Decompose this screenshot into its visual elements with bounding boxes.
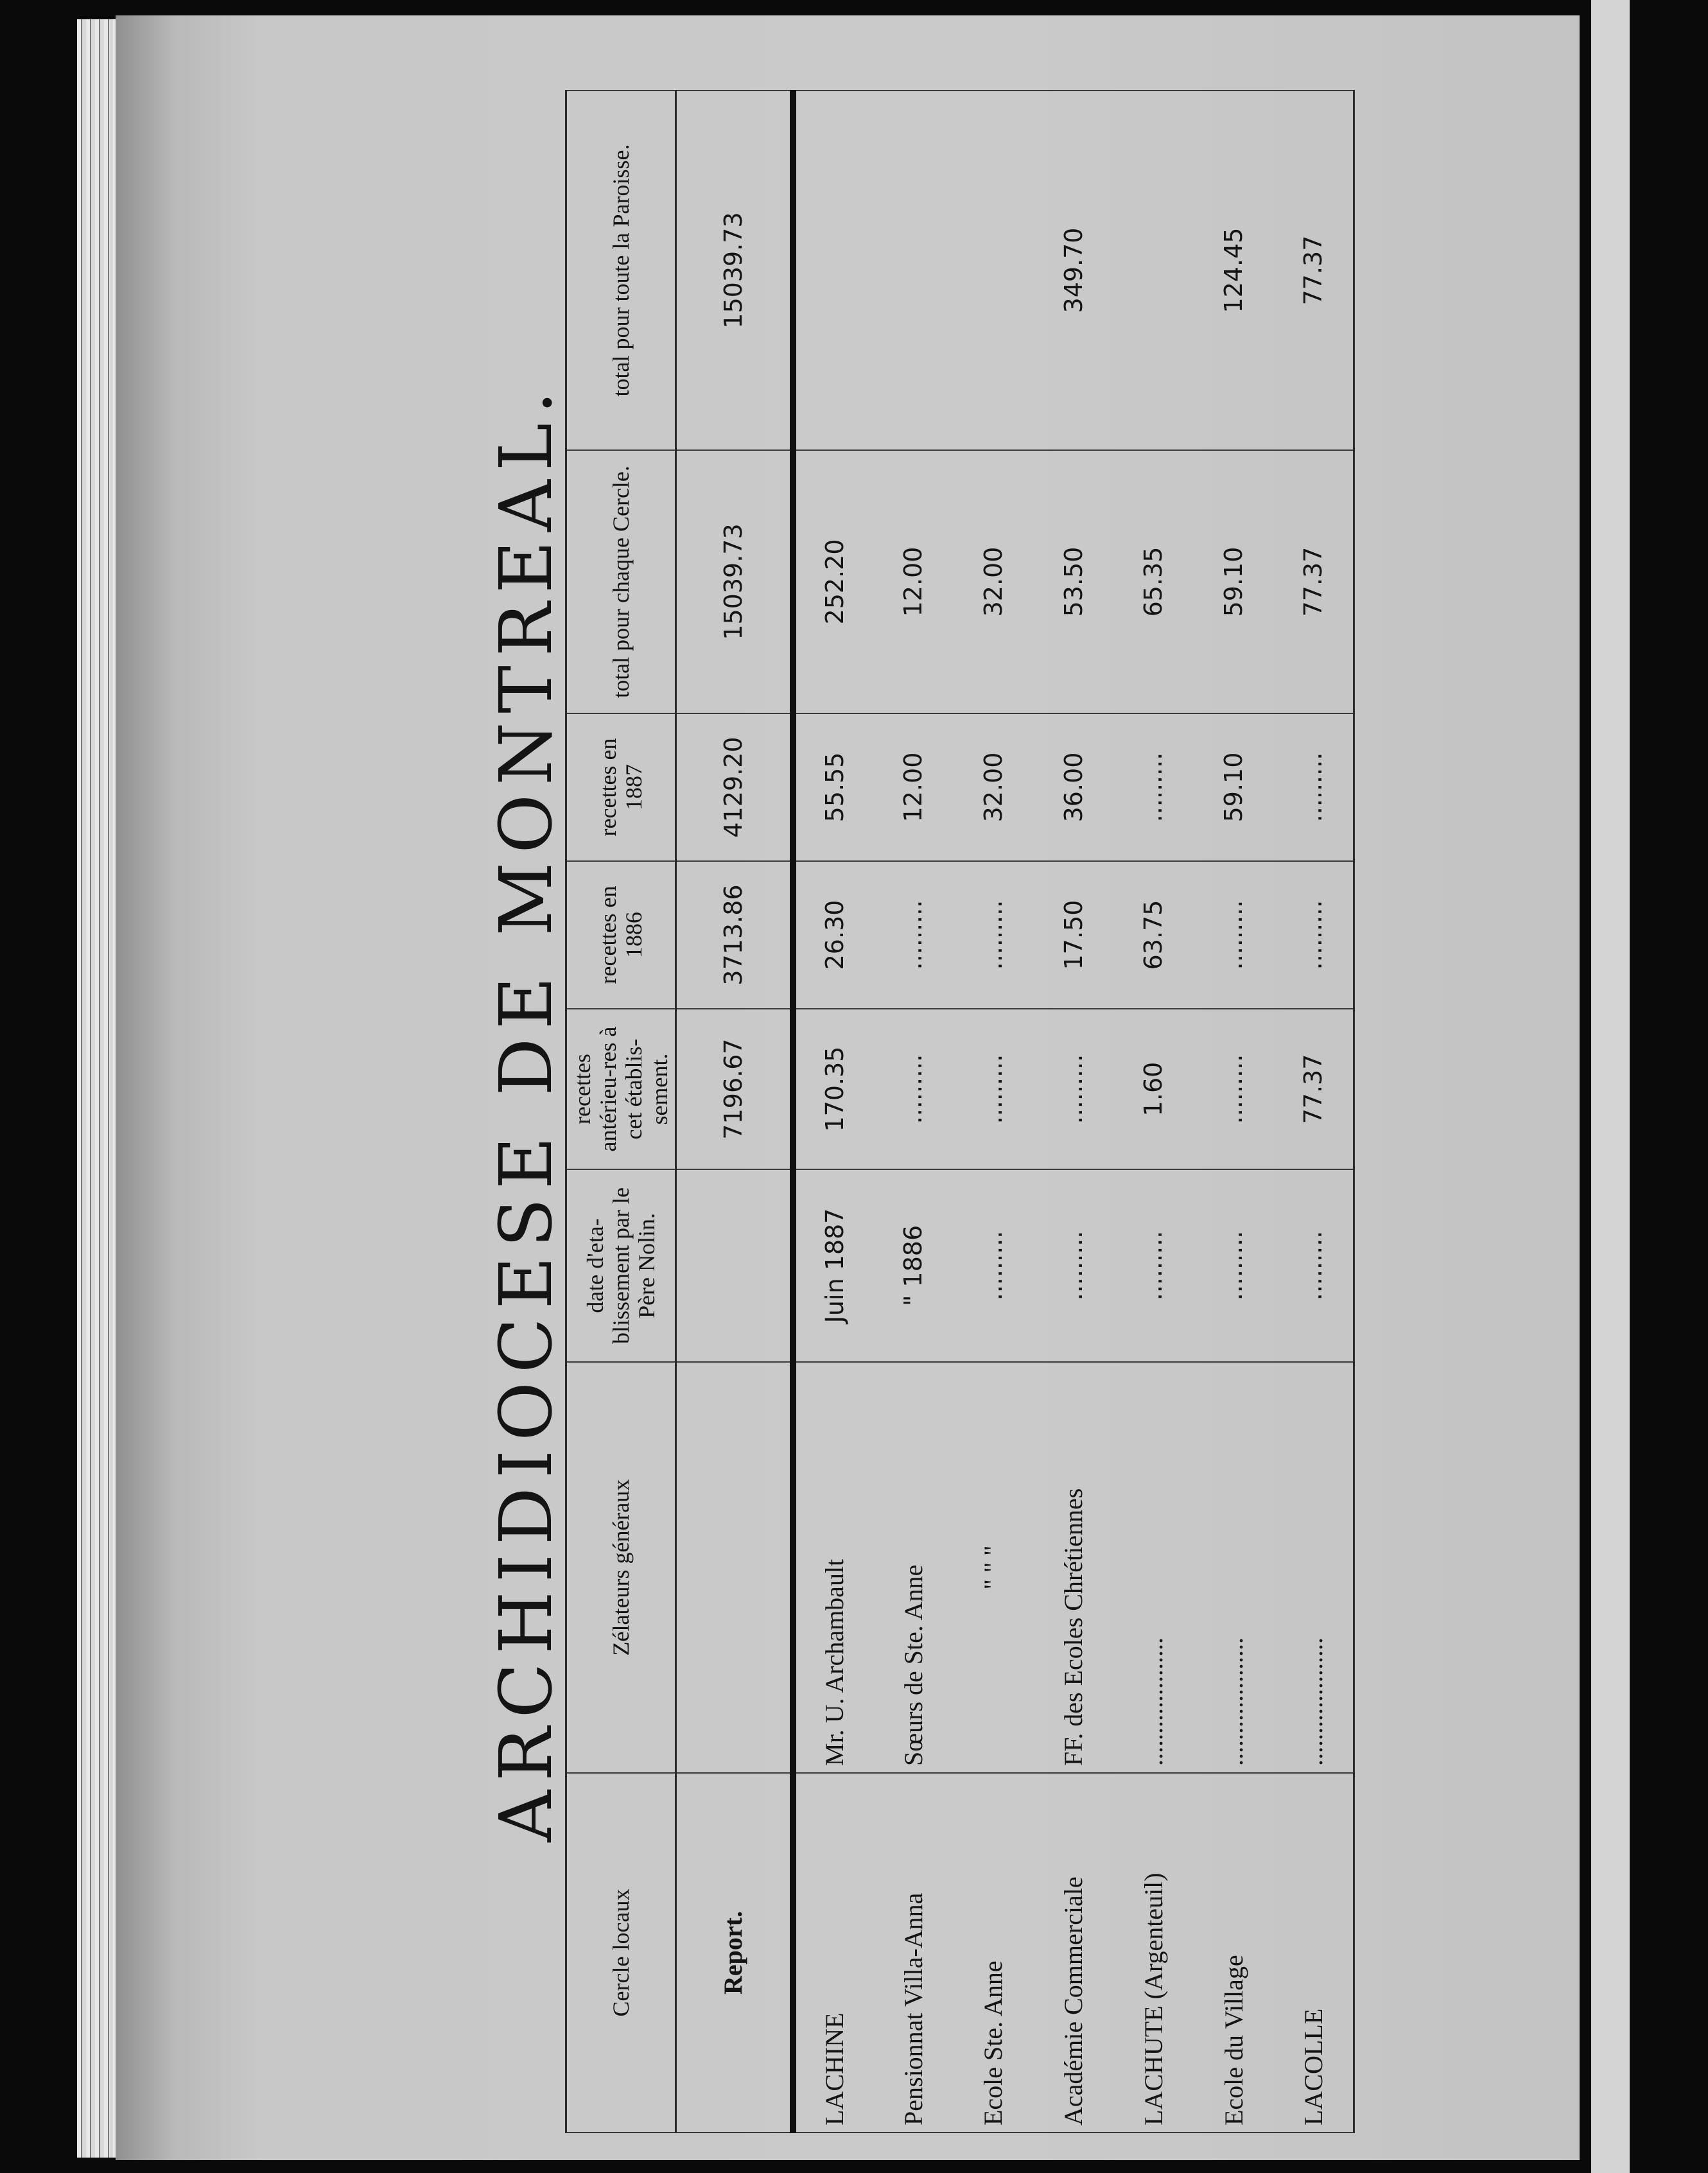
table-row	[1113, 91, 1194, 2133]
header-total-cercle: total pour chaque Cercle.	[566, 450, 676, 713]
cell-total-cercle: 15039.73	[676, 450, 793, 713]
cell-cercle: Ecole Ste. Anne	[954, 1773, 1034, 2133]
cell-anterieures: .........	[873, 1009, 954, 1169]
adjacent-page-edge	[1591, 0, 1630, 2173]
cell-recettes-1886: 26.30	[793, 861, 873, 1009]
header-row	[566, 91, 676, 2133]
table-row	[1274, 91, 1354, 2133]
cell-recettes-1887: 4129.20	[676, 713, 793, 861]
cell-anterieures: 7196.67	[676, 1009, 793, 1169]
cell-cercle: LACHINE	[793, 1773, 873, 2133]
cell-cercle: Pensionnat Villa-Anna	[873, 1773, 954, 2133]
header-recettes-1887: recettes en 1887	[566, 713, 676, 861]
cell-recettes-1886: 63.75	[1113, 861, 1194, 1009]
table-row	[793, 91, 873, 2133]
cell-recettes-1887: 36.00	[1033, 713, 1113, 861]
table-row	[676, 91, 793, 2133]
cell-date: Juin 1887	[793, 1169, 873, 1362]
cell-cercle: LACHUTE (Argenteuil)	[1113, 1773, 1194, 2133]
cell-zelateur: Mr. U. Archambault	[793, 1362, 873, 1773]
cell-date: .........	[1194, 1169, 1274, 1362]
cell-anterieures: .........	[954, 1009, 1034, 1169]
cell-total-cercle: 65.35	[1113, 450, 1194, 713]
cell-recettes-1886: .........	[1274, 861, 1354, 1009]
rotated-document	[405, 91, 1355, 2133]
cell-total-cercle: 252.20	[793, 450, 873, 713]
header-cercle: Cercle locaux	[566, 1773, 676, 2133]
cell-total-paroisse	[1113, 91, 1194, 450]
cell-total-paroisse	[793, 91, 873, 450]
cell-anterieures: .........	[1033, 1009, 1113, 1169]
cell-zelateur: ....................	[1274, 1362, 1354, 1773]
header-anterieures: recettes antérieu-res à cet établis-sement.	[566, 1009, 676, 1169]
cell-recettes-1887: 55.55	[793, 713, 873, 861]
cell-total-cercle: 32.00	[954, 450, 1034, 713]
table-row	[1033, 91, 1113, 2133]
cell-total-paroisse: 124.45	[1194, 91, 1274, 450]
table-row	[1194, 91, 1274, 2133]
cell-date	[676, 1169, 793, 1362]
cell-total-cercle: 53.50	[1033, 450, 1113, 713]
cell-total-paroisse: 349.70	[1033, 91, 1113, 450]
cell-recettes-1887: 32.00	[954, 713, 1034, 861]
cell-total-cercle: 12.00	[873, 450, 954, 713]
cell-date: .........	[1113, 1169, 1194, 1362]
receipts-table	[565, 90, 1355, 2133]
cell-recettes-1886: 3713.86	[676, 861, 793, 1009]
cell-total-paroisse	[873, 91, 954, 450]
cell-anterieures: 170.35	[793, 1009, 873, 1169]
header-total-paroisse: total pour toute la Paroisse.	[566, 91, 676, 450]
cell-total-cercle: 59.10	[1194, 450, 1274, 713]
cell-cercle: LACOLLE	[1274, 1773, 1354, 2133]
header-recettes-1886: recettes en 1886	[566, 861, 676, 1009]
cell-cercle: Report.	[676, 1773, 793, 2133]
cell-zelateur: ....................	[1113, 1362, 1194, 1773]
cell-total-paroisse: 77.37	[1274, 91, 1354, 450]
cell-recettes-1887: 12.00	[873, 713, 954, 861]
table-row	[954, 91, 1034, 2133]
cell-date: .........	[1274, 1169, 1354, 1362]
cell-recettes-1886: .........	[873, 861, 954, 1009]
cell-recettes-1886: .........	[954, 861, 1034, 1009]
document-title: ARCHIDIOCESE DE MONTREAL.	[485, 382, 569, 1842]
cell-zelateur: ....................	[1194, 1362, 1274, 1773]
table-row	[873, 91, 954, 2133]
cell-date: .........	[954, 1169, 1034, 1362]
cell-total-paroisse: 15039.73	[676, 91, 793, 450]
cell-zelateur	[676, 1362, 793, 1773]
cell-zelateur: Sœurs de Ste. Anne	[873, 1362, 954, 1773]
cell-recettes-1887: 59.10	[1194, 713, 1274, 861]
cell-recettes-1887: .........	[1274, 713, 1354, 861]
header-zelateurs: Zélateurs généraux	[566, 1362, 676, 1773]
cell-recettes-1887: .........	[1113, 713, 1194, 861]
header-date: date d'eta-blissement par le Père Nolin.	[566, 1169, 676, 1362]
cell-anterieures: .........	[1194, 1009, 1274, 1169]
cell-recettes-1886: .........	[1194, 861, 1274, 1009]
cell-cercle: Académie Commerciale	[1033, 1773, 1113, 2133]
cell-total-paroisse	[954, 91, 1034, 450]
cell-recettes-1886: 17.50	[1033, 861, 1113, 1009]
cell-zelateur: " " "	[954, 1362, 1034, 1773]
cell-date: .........	[1033, 1169, 1113, 1362]
cell-anterieures: 1.60	[1113, 1009, 1194, 1169]
cell-cercle: Ecole du Village	[1194, 1773, 1274, 2133]
cell-anterieures: 77.37	[1274, 1009, 1354, 1169]
cell-date: " 1886	[873, 1169, 954, 1362]
cell-total-cercle: 77.37	[1274, 450, 1354, 713]
cell-zelateur: FF. des Ecoles Chrétiennes	[1033, 1362, 1113, 1773]
